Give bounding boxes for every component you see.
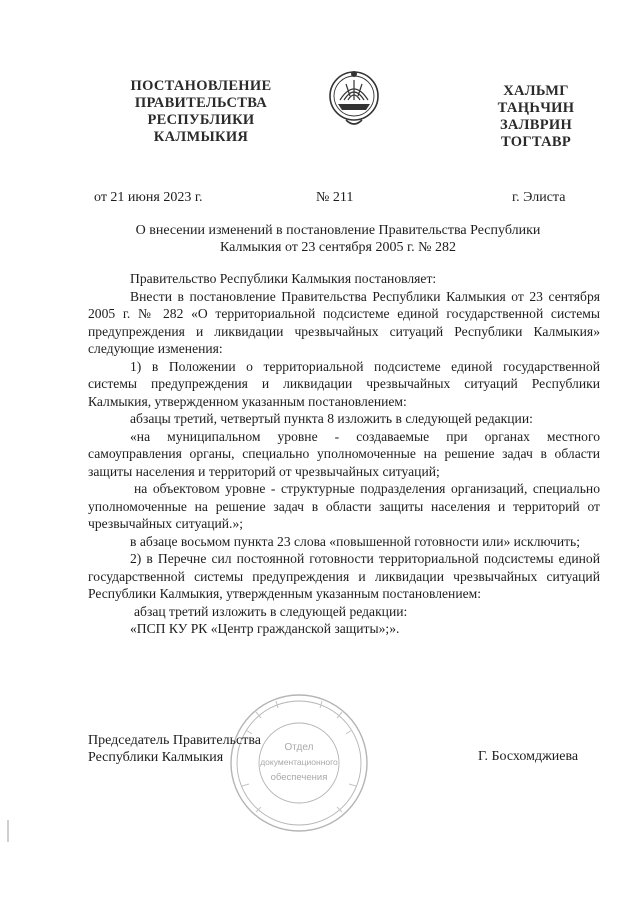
- scan-edge-mark: [7, 820, 9, 842]
- body-paragraph: абзац третий изложить в следующей редакции:: [134, 603, 408, 619]
- header-right-line: ХАЛЬМГ: [503, 83, 569, 99]
- body-paragraph: Правительство Республики Калмыкия постановляет:: [130, 271, 437, 286]
- body-paragraph: 2) в Перечне сил постоянной готовности территориальной подсистемы единой государственной системы предупреждения и ликвидации чрезвычайных ситуаций Республики Калмыкия, утвержденным указанным постановлением:: [88, 551, 600, 601]
- title-line: Калмыкия от 23 сентября 2005 г. № 282: [220, 240, 456, 255]
- stamp-line: обеспечения: [270, 772, 328, 783]
- body-paragraph: Внести в постановление Правительства Республики Калмыкия от 23 сентября 2005 г. № 282 «О территориальной подсистеме единой государственной системы предупреждения и ликвидации чрезвычайных ситуаций Республики Калмыкия» следующие изменения:: [88, 288, 600, 356]
- signatory-name: Г. Босхомджиева: [478, 749, 579, 764]
- header-left-line: КАЛМЫКИЯ: [153, 129, 249, 145]
- body-paragraph: «на муниципальном уровне - создаваемые при органах местного самоуправления органы, специально уполномоченные на решение задач в области защиты населения и территорий от чрезвычайных ситуаций;: [88, 428, 600, 479]
- stamp-line: документационного: [260, 757, 338, 767]
- body-paragraph: 1) в Положении о территориальной подсистеме единой государственной системы предупреждения и ликвидации чрезвычайных ситуаций Республики Калмыкия, утвержденном указанным постановлением:: [88, 358, 600, 409]
- body-paragraph: абзацы третий, четвертый пункта 8 изложить в следующей редакции:: [130, 411, 533, 426]
- signatory-position-line: Председатель Правительства: [88, 733, 261, 748]
- body-paragraph: на объектовом уровне - структурные подразделения организаций, специально уполномоченные на решение задач в области защиты населения и территорий от чрезвычайных ситуаций.»;: [88, 481, 600, 531]
- header-right-line: ТАҢҺЧИН: [497, 100, 575, 116]
- title-line: О внесении изменений в постановление Правительства Республики: [135, 223, 541, 238]
- document-date: от 21 июня 2023 г.: [94, 190, 203, 205]
- header-right-block: [488, 83, 584, 151]
- header-right-line: ТОГТАВР: [500, 134, 572, 150]
- document-number: № 211: [316, 190, 354, 205]
- signatory-position: [88, 732, 261, 766]
- body-paragraph: «ПСП КУ РК «Центр гражданской защиты»;».: [130, 621, 400, 636]
- body-paragraph: в абзаце восьмом пункта 23 слова «повышенной готовности или» исключить;: [130, 533, 581, 549]
- header-left-line: РЕСПУБЛИКИ: [147, 112, 255, 128]
- signatory-position-line: Республики Калмыкия: [88, 750, 224, 765]
- document-body: [88, 270, 600, 638]
- document-city: г. Элиста: [512, 190, 566, 205]
- header-left-block: [122, 78, 280, 146]
- header-left-line: ПОСТАНОВЛЕНИЕ: [130, 78, 272, 94]
- coat-of-arms-emblem: [326, 66, 382, 132]
- stamp-line: Отдел: [284, 742, 314, 753]
- header-left-line: ПРАВИТЕЛЬСТВА: [134, 95, 268, 111]
- document-title: [100, 222, 576, 256]
- header-right-line: ЗАЛВРИН: [499, 117, 573, 133]
